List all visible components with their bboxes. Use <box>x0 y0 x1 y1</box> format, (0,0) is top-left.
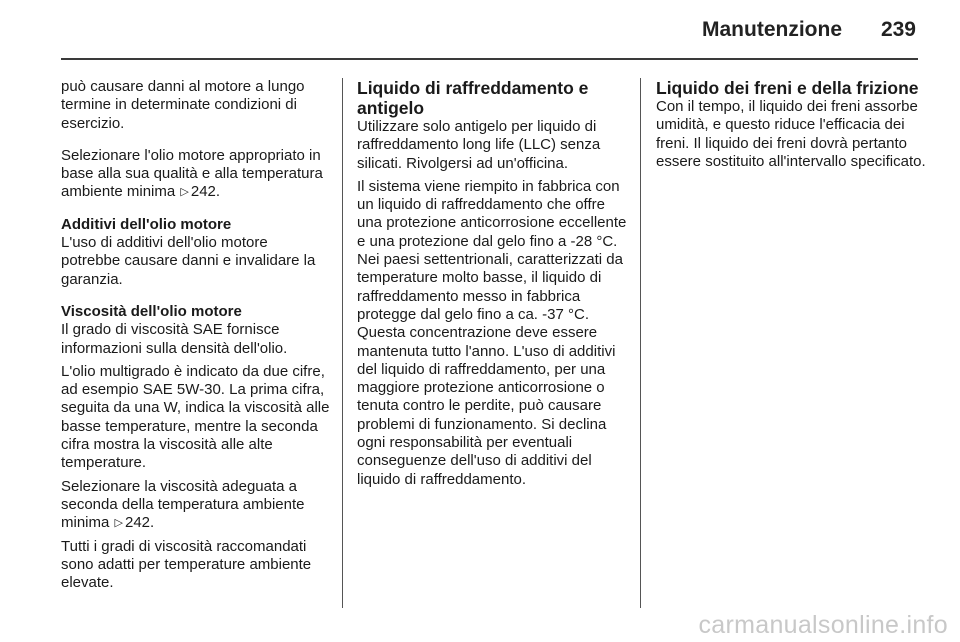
section-title-brake-fluid: Liquido dei freni e della frizione <box>656 78 919 98</box>
paragraph-viscosity-select-text: Selezionare la viscosità adeguata a seconda della temperatura ambiente minima <box>61 477 305 532</box>
paragraph-oil-additives: L'uso di additivi dell'olio motore potrebbe causare danni e invalidare la garanzia. <box>61 234 316 288</box>
section-title-coolant: Liquido di raffreddamento e antigelo <box>357 78 589 118</box>
paragraph-select-oil-text: Selezionare l'olio motore appropriato in base alla sua qualità e alla temperatura ambiente minima <box>61 146 323 201</box>
paragraph-coolant-system: Il sistema viene riempito in fabbrica con un liquido di raffreddamento che offre una protezione anticorrosione eccellente e una protezione dal gelo fino a -28 °C. Nei paesi settentrionali, caratterizzati da temperature molto basse, il liquido di raffreddamento messo in fabbrica protegge dal gelo fino a ca. -37 °C. Questa concentrazione deve essere mantenuta tutto l'anno. L'uso di additivi del liquido di raffreddamento, per una maggiore protezione anticorrosione o tenuta contro le perdite, può causare problemi di funzionamento. Si declina ogni responsabilità per eventuali conseguenze dell'uso di additivi del liquido di raffreddamento. <box>357 177 627 488</box>
paragraph-brake-fluid: Con il tempo, il liquido dei freni assorbe umidità, e questo riduce l'efficacia dei freni. Il liquido dei freni dovrà pertanto essere sostituito all'intervallo specificato. <box>656 98 926 170</box>
page-reference-arrow-icon: ▷ <box>180 186 189 199</box>
paragraph-coolant-antifreeze: Utilizzare solo antigelo per liquido di raffreddamento long life (LLC) senza silicati. Rivolgersi ad un'officina. <box>357 118 601 172</box>
page-reference-link[interactable]: 242. <box>190 183 221 201</box>
column-engine-oil <box>61 78 331 597</box>
column-divider <box>640 78 641 608</box>
paragraph-viscosity-select <box>61 478 331 533</box>
paragraph-viscosity-sae: Il grado di viscosità SAE fornisce informazioni sulla densità dell'olio. <box>61 321 288 357</box>
page-number: 239 <box>880 18 916 41</box>
header-divider <box>61 58 918 60</box>
page-header <box>0 0 960 58</box>
column-divider <box>342 78 343 608</box>
paragraph-viscosity-multigrade: L'olio multigrado è indicato da due cifre, ad esempio SAE 5W-30. La prima cifra, seguita da una W, indica la viscosità alle basse temperature, mentre la seconda cifra mostra la viscosità alle alte temperature. <box>61 362 330 472</box>
watermark: carmanualsonline.info <box>698 611 948 639</box>
paragraph-viscosity-all-grades: Tutti i gradi di viscosità raccomandati sono adatti per temperature ambiente elevate. <box>61 537 312 592</box>
paragraph-select-oil <box>61 147 331 202</box>
page-reference-link[interactable]: 242. <box>124 514 155 532</box>
page-reference-arrow-icon: ▷ <box>114 517 123 530</box>
chapter-title: Manutenzione <box>702 18 842 41</box>
column-brake-fluid <box>656 78 926 176</box>
column-coolant <box>357 78 627 494</box>
paragraph-oil-damage: può causare danni al motore a lungo termine in determinate condizioni di esercizio. <box>61 78 305 132</box>
heading-oil-additives: Additivi dell'olio motore <box>61 215 232 233</box>
heading-oil-viscosity: Viscosità dell'olio motore <box>61 302 242 320</box>
